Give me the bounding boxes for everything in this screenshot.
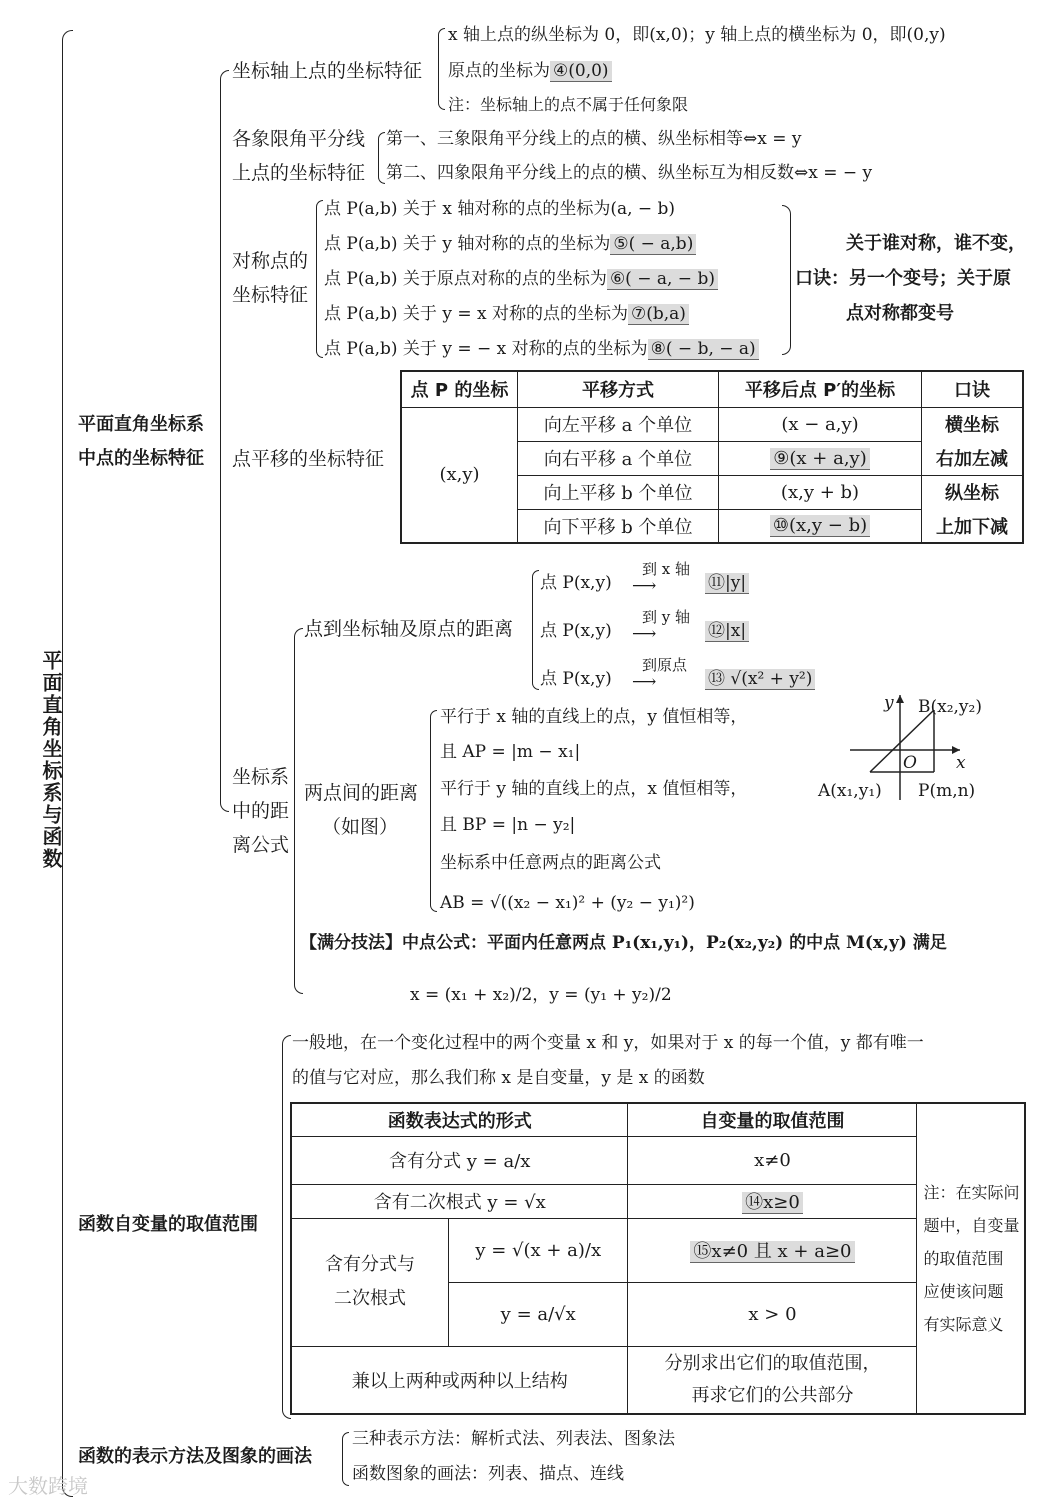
r3-label-1: 含有分式与 [325, 1254, 415, 1275]
answer-14: ⑭x≥0 [742, 1192, 803, 1214]
sym-label-2: 坐标特征 [232, 284, 309, 306]
move-way-2: 向右平移 a 个单位 [518, 441, 719, 475]
d1-p-3: 点 P(x,y) [540, 669, 612, 689]
move-h1: 点 P 的坐标 [401, 371, 518, 407]
d1-label: 点到坐标轴及原点的距离 [304, 618, 514, 640]
move-rhyme-3: 纵坐标 [922, 475, 1024, 509]
s4-brace [342, 1432, 349, 1486]
answer-4: ④(0,0) [550, 61, 612, 82]
axis-brace [438, 28, 445, 110]
bis-line-2: 第二、四象限角平分线上的点的横、纵坐标互为相反数⇔x = − y [386, 163, 873, 183]
d2-line-6: AB = √((x₂ − x₁)² + (y₂ − y₁)²) [440, 893, 695, 913]
d2-line-5: 坐标系中任意两点的距离公式 [440, 853, 661, 873]
s4-title: 函数的表示方法及图象的画法 [78, 1446, 312, 1467]
answer-11: ⑪|y| [705, 573, 749, 594]
move-res-3: (x,y + b) [719, 475, 922, 509]
sym-rhyme-2: 口诀：另一个变号；关于原 [795, 268, 1011, 289]
d1-p-2: 点 P(x,y) [540, 621, 612, 641]
d1-arrow-3: 到原点 [642, 656, 688, 674]
answer-7: ⑦(b,a) [628, 304, 689, 325]
r3b-form: y = a/√x [449, 1282, 628, 1346]
axis-line-1: x 轴上点的纵坐标为 0，即(x,0)；y 轴上点的横坐标为 0，即(0,y) [448, 25, 946, 45]
d1-arrowline-2: ⟶ [632, 624, 657, 644]
r1-form: 含有分式 y = a/x [291, 1136, 628, 1184]
s2-label-3: 离公式 [232, 834, 290, 856]
move-way-4: 向下平移 b 个单位 [518, 509, 719, 543]
s3-title: 函数自变量的取值范围 [78, 1214, 258, 1235]
move-way-3: 向上平移 b 个单位 [518, 475, 719, 509]
answer-15: ⑮x≠0 且 x + a≥0 [690, 1241, 854, 1263]
s1-title-2: 中点的坐标特征 [78, 448, 204, 469]
root-title: 平面直角坐标系与函数 [39, 650, 63, 870]
fig-x-label: x [956, 753, 966, 773]
r3a-form: y = √(x + a)/x [449, 1218, 628, 1282]
move-way-1: 向左平移 a 个单位 [518, 407, 719, 441]
move-res-1: (x − a,y) [719, 407, 922, 441]
d1-arrow-1: 到 x 轴 [642, 560, 690, 578]
sym-label-1: 对称点的 [232, 250, 309, 272]
fig-p-label: P(m,n) [918, 781, 976, 801]
move-rhyme-2: 右加左减 [922, 441, 1024, 475]
midpoint-formula: x = (x₁ + x₂)/2，y = (y₁ + y₂)/2 [410, 985, 672, 1005]
r3-label [291, 1218, 449, 1346]
sym-brace [316, 200, 323, 358]
s4-line-1: 三种表示方法：解析式法、列表法、图象法 [352, 1429, 675, 1449]
fig-o-label: O [903, 753, 917, 773]
bis-brace [378, 132, 385, 184]
d1-p-1: 点 P(x,y) [540, 573, 612, 593]
s1-title-1: 平面直角坐标系 [78, 414, 204, 435]
axis-line-3: 注：坐标轴上的点不属于任何象限 [448, 95, 689, 114]
d1-arrowline-1: ⟶ [632, 576, 657, 596]
domain-h2: 自变量的取值范围 [628, 1103, 917, 1136]
answer-13: ⑬ √(x² + y²) [705, 669, 815, 690]
r3-label-2: 二次根式 [334, 1288, 406, 1309]
answer-5: ⑤( − a,b) [610, 234, 696, 255]
move-label: 点平移的坐标特征 [232, 448, 385, 470]
d1-arrow-2: 到 y 轴 [642, 608, 691, 626]
note-line-2: 题中，自变量 [923, 1216, 1020, 1235]
r4-range [628, 1346, 917, 1414]
r4-form: 兼以上两种或两种以上结构 [291, 1346, 628, 1414]
s1-brace [220, 70, 229, 812]
watermark: 大数跨境 [8, 1474, 88, 1498]
domain-note [917, 1103, 1025, 1414]
r4-range-1: 分别求出它们的取值范围， [664, 1352, 881, 1374]
r3b-range: x > 0 [628, 1282, 917, 1346]
sym-line-3: 点 P(a,b) 关于原点对称的点的坐标为 ⑥( − a, − b) [324, 268, 718, 290]
answer-12: ⑫|x| [705, 621, 749, 642]
d2-label-2: （如图） [322, 816, 399, 838]
sym-rhyme-1: 关于谁对称，谁不变， [846, 233, 1026, 254]
d2-line-4: 且 BP = |n − y₂| [440, 815, 576, 835]
s2-label-1: 坐标系 [232, 766, 290, 788]
s4-line-2: 函数图象的画法：列表、描点、连线 [352, 1464, 624, 1484]
d2-line-1: 平行于 x 轴的直线上的点，y 值恒相等， [440, 707, 748, 727]
r1-range: x≠0 [628, 1136, 917, 1184]
note-line-4: 应使该问题 [923, 1282, 1004, 1301]
answer-6: ⑥( − a, − b) [607, 269, 718, 290]
note-line-5: 有实际意义 [923, 1315, 1004, 1334]
sym-line-4: 点 P(a,b) 关于 y = x 对称的点的坐标为 ⑦(b,a) [324, 303, 689, 325]
move-table [400, 370, 1024, 544]
answer-10: ⑩(x,y − b) [770, 515, 870, 537]
move-h4: 口诀 [922, 371, 1024, 407]
move-h2: 平移方式 [518, 371, 719, 407]
fig-a-label: A(x₁,y₁) [818, 781, 882, 801]
note-line-1: 注：在实际问 [923, 1183, 1020, 1202]
sym-line-2: 点 P(a,b) 关于 y 轴对称的点的坐标为 ⑤( − a,b) [324, 233, 696, 255]
move-h3: 平移后点 P′的坐标 [719, 371, 922, 407]
sym-rhyme-3: 点对称都变号 [846, 303, 954, 324]
axis-line-2: 原点的坐标为 ④(0,0) [448, 60, 612, 82]
r2-form: 含有二次根式 y = √x [291, 1184, 628, 1218]
d2-label-1: 两点间的距离 [304, 782, 419, 804]
fig-b-label: B(x₂,y₂) [918, 697, 982, 717]
r4-range-2: 再求它们的公共部分 [691, 1384, 854, 1406]
d1-arrowline-3: ⟶ [632, 672, 657, 692]
midpoint-tip: 【满分技法】中点公式：平面内任意两点 P₁(x₁,y₁)，P₂(x₂,y₂) 的中点 M(x,y) 满足 [300, 933, 947, 953]
move-rhyme-4: 上加下减 [922, 509, 1024, 543]
s3-def-1: 一般地，在一个变化过程中的两个变量 x 和 y，如果对于 x 的每一个值，y 都有唯一 [292, 1033, 924, 1053]
bis-label-1: 各象限角平分线 [232, 128, 366, 150]
d2-line-3: 平行于 y 轴的直线上的点，x 值恒相等， [440, 779, 748, 799]
move-rhyme-1: 横坐标 [922, 407, 1024, 441]
axis-label: 坐标轴上点的坐标特征 [232, 60, 423, 82]
domain-table [290, 1102, 1026, 1415]
domain-h1: 函数表达式的形式 [291, 1103, 628, 1136]
d2-brace [430, 710, 437, 912]
move-p: (x,y) [401, 407, 518, 543]
note-line-3: 的取值范围 [923, 1249, 1004, 1268]
bis-label-2: 上点的坐标特征 [232, 162, 366, 184]
d1-brace [532, 570, 539, 690]
answer-8: ⑧( − b, − a) [648, 339, 759, 360]
s2-label-2: 中的距 [232, 800, 290, 822]
sym-line-1: 点 P(a,b) 关于 x 轴对称的点的坐标为(a, − b) [324, 199, 676, 219]
sym-line-5: 点 P(a,b) 关于 y = − x 对称的点的坐标为 ⑧( − b, − a) [324, 338, 759, 360]
fig-y-label: y [884, 693, 894, 713]
d2-line-2: 且 AP = |m − x₁| [440, 742, 581, 762]
sym-right-brace [782, 205, 791, 355]
answer-9: ⑨(x + a,y) [770, 448, 869, 470]
s3-def-2: 的值与它对应，那么我们称 x 是自变量，y 是 x 的函数 [292, 1068, 705, 1088]
bis-line-1: 第一、三象限角平分线上的点的横、纵坐标相等⇔x = y [386, 129, 802, 149]
